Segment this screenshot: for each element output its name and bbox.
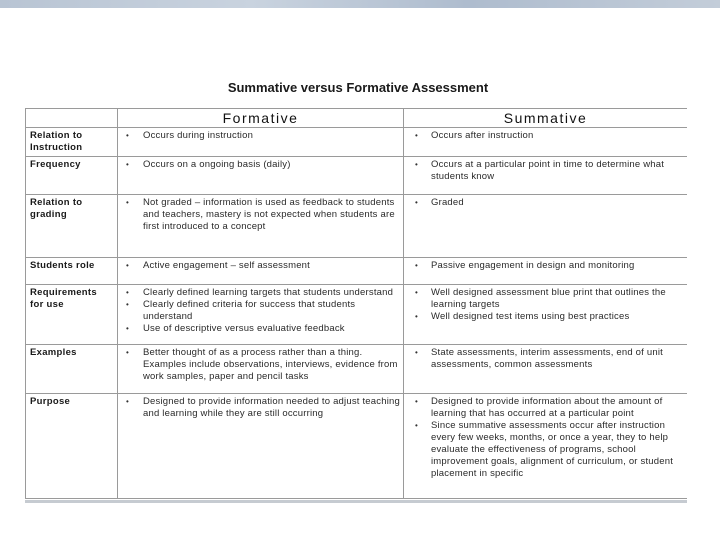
- summative-cell: [404, 157, 688, 195]
- formative-cell: [118, 195, 404, 258]
- row-label-relation-to-grading: Relation to grading: [26, 195, 118, 258]
- table-row: [26, 258, 688, 285]
- table-row: [26, 195, 688, 258]
- list-item: • Since summative assessments occur after instruction every few weeks, months, or once a year, they to help evaluate the effectiveness of programs, school improvement goals, alignment of curriculum, or student placement in specific: [431, 420, 687, 480]
- row-label-relation-to-instruction: Relation to Instruction: [26, 128, 118, 157]
- list-item: • Occurs during instruction: [143, 130, 403, 142]
- formative-cell: [118, 285, 404, 345]
- table-row: [26, 128, 688, 157]
- formative-cell: [118, 345, 404, 394]
- list-item: • Well designed test items using best practices: [431, 311, 687, 323]
- summative-cell: [404, 195, 688, 258]
- list-item: • Use of descriptive versus evaluative feedback: [143, 323, 403, 335]
- summative-cell: [404, 394, 688, 499]
- summative-cell: [404, 285, 688, 345]
- list-item: • Designed to provide information about the amount of learning that has occurred at a particular point: [431, 396, 687, 420]
- list-item: • Clearly defined criteria for success that students understand: [143, 299, 403, 323]
- row-label-frequency: Frequency: [26, 157, 118, 195]
- comparison-table: [25, 108, 687, 499]
- list-item: • Designed to provide information needed to adjust teaching and learning while they are still occurring: [143, 396, 403, 420]
- table-row: [26, 157, 688, 195]
- table-row: [26, 394, 688, 499]
- list-item: • Better thought of as a process rather than a thing. Examples include observations, interviews, evidence from work samples, paper and pencil tasks: [143, 347, 403, 383]
- list-item: • Clearly defined learning targets that students understand: [143, 287, 403, 299]
- list-item: • Occurs on a ongoing basis (daily): [143, 159, 403, 171]
- list-item: • Passive engagement in design and monitoring: [431, 260, 687, 272]
- summative-cell: [404, 128, 688, 157]
- table-row: [26, 345, 688, 394]
- row-label-requirements-for-use: Requirements for use: [26, 285, 118, 345]
- table-header-row: [26, 109, 688, 128]
- list-item: • Active engagement – self assessment: [143, 260, 403, 272]
- formative-cell: [118, 157, 404, 195]
- document-title: Summative versus Formative Assessment: [227, 80, 489, 95]
- row-label-examples: Examples: [26, 345, 118, 394]
- list-item: • Occurs after instruction: [431, 130, 687, 142]
- header-corner-cell: [26, 109, 118, 128]
- row-label-students-role: Students role: [26, 258, 118, 285]
- summative-cell: [404, 258, 688, 285]
- row-label-purpose: Purpose: [26, 394, 118, 499]
- summative-cell: [404, 345, 688, 394]
- top-decorative-band: [0, 0, 720, 8]
- header-formative: Formative: [118, 109, 404, 128]
- list-item: • Occurs at a particular point in time to determine what students know: [431, 159, 687, 183]
- list-item: • Graded: [431, 197, 687, 209]
- list-item: • Well designed assessment blue print that outlines the learning targets: [431, 287, 687, 311]
- table-row: [26, 285, 688, 345]
- formative-cell: [118, 128, 404, 157]
- formative-cell: [118, 394, 404, 499]
- comparison-table-container: [25, 108, 687, 503]
- list-item: • State assessments, interim assessments, end of unit assessments, common assessments: [431, 347, 687, 371]
- header-summative: Summative: [404, 109, 688, 128]
- formative-cell: [118, 258, 404, 285]
- list-item: • Not graded – information is used as feedback to students and teachers, mastery is not expected when students are first introduced to a concept: [143, 197, 403, 233]
